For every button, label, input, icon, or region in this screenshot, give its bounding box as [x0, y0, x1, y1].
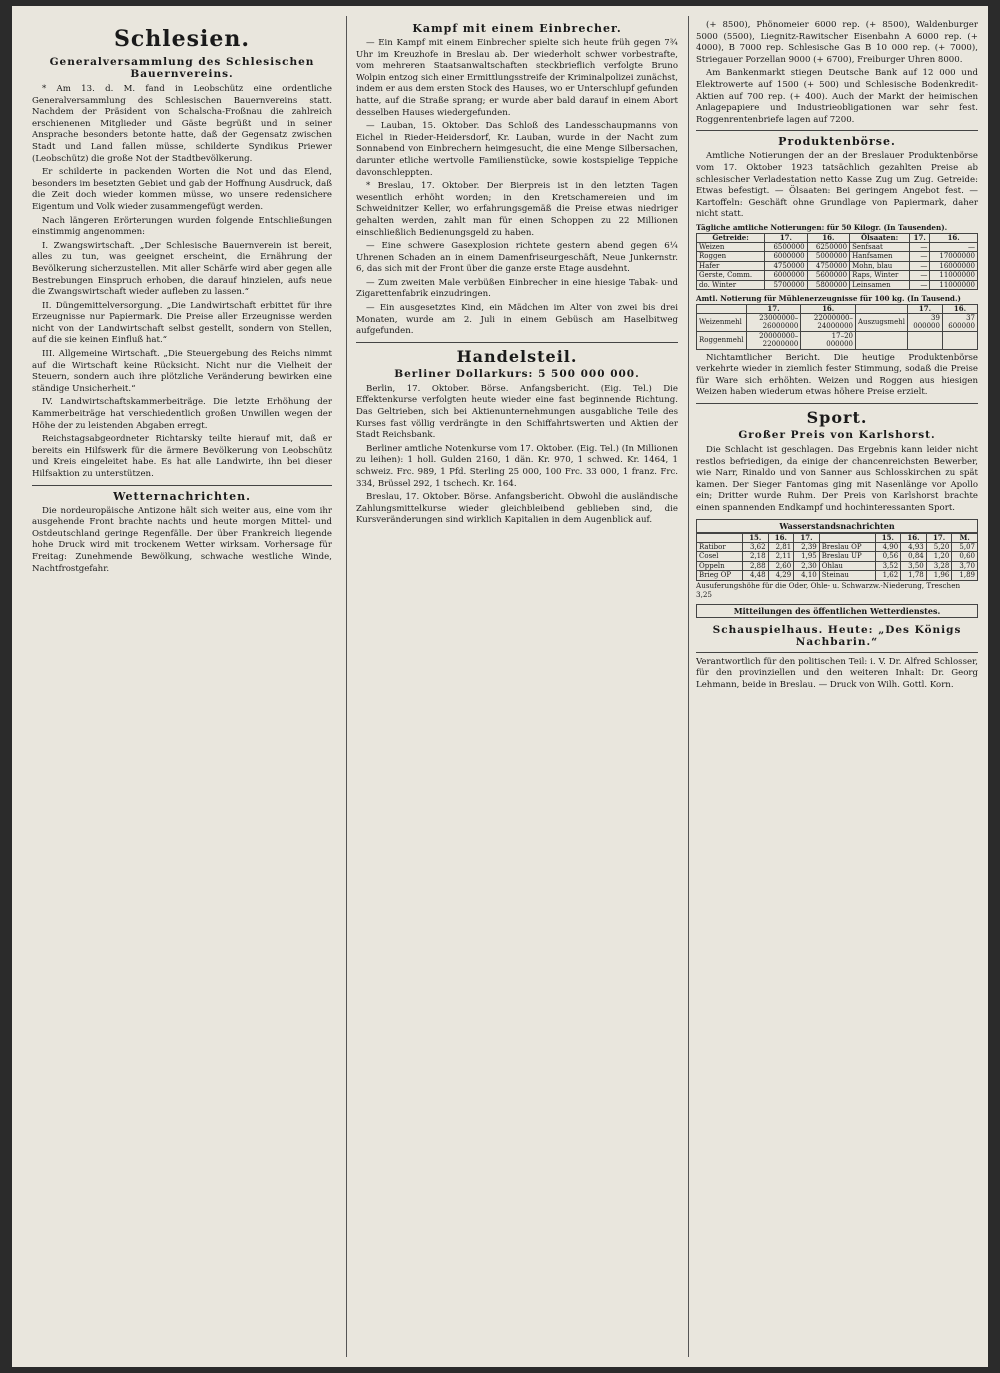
cell: 4,90 — [875, 542, 901, 551]
table-header: 15. — [875, 533, 901, 542]
cell: 1,62 — [875, 571, 901, 580]
paragraph: * Am 13. d. M. fand in Leobschütz eine ordentliche Generalversammlung des Schlesischen Bauernvereins statt. Nachdem der Präsident von Schalscha-Froßnau die zahlreich erschienenen Mitglieder und Gäste begrüßt und in seiner Ansprache besonders betonte hatte, daß der Gegensatz zwischen Stadt und Land fallen müsse, schilderte Syndikus Priewer (Leobschütz) die große Not der Stadtbevölkerung. — [32, 84, 332, 164]
cell: 4750000 — [765, 261, 807, 270]
table-row — [697, 552, 978, 561]
table-header: 16. — [801, 304, 856, 313]
table-header: 17. — [907, 304, 942, 313]
cell: 16000000 — [930, 261, 978, 270]
table-header: 17. — [794, 533, 820, 542]
theater-line: Schauspielhaus. Heute: „Des Königs Nachbarin.“ — [712, 623, 962, 648]
cell: 4750000 — [807, 261, 849, 270]
cell: 3,50 — [901, 561, 927, 570]
cell: Senfsaat — [850, 242, 910, 251]
table-row — [697, 280, 978, 289]
dollar-rate: Berliner Dollarkurs: 5 500 000 000. — [394, 367, 640, 380]
paragraph: — Eine schwere Gasexplosion richtete gestern abend gegen 6¼ Uhrenen Schaden an in einem Damenfriseurgeschäft, Neue Junkernstr. 6, das sich mit der Front über die ganze erste Etage ausdehnt. — [356, 241, 678, 275]
weather-text: Die nordeuropäische Antizone hält sich weiter aus, eine vom ihr ausgehende Front brachte nachts und heute morgen Mittel- und Ostdeutschland geringe Regenfälle. Der über Frankreich liegende hohe Druck wird mit trockenem Wetter wirksam. Vorhersage für Freitag: Zunehmende Bewölkung, schwache westliche Winde, Nachtfrostgefahr. — [32, 505, 332, 574]
paragraph: Berlin, 17. Oktober. Börse. Anfangsbericht. (Eig. Tel.) Die Effektenkurse verfolgten heute wieder eine fast beginnende Richtung. Das Geltrieben, sich bei Aktienunternehmungen ausgabliche Teile des Kurses fast völlig verdrängte in den Schiffahrtswerten und Aktien der Stadt Reichsbank. — [356, 383, 678, 441]
paragraph: — Ein Kampf mit einem Einbrecher spielte sich heute früh gegen 7¾ Uhr im Kreuzhofe in Breslau ab. Der wiederholt schwer vorbestrafte, vom mehreren Staatsanwaltschaften steckbrieflich verfolgte Bruno Wolpin entzog sich einer Ermittlungsstreife der Kriminalpolizei zunächst, indem er aus dem ersten Stock des Hauses, wo er Unterschlupf gefunden hatte, auf die Straße sprang; er wurde aber bald darauf in einem Abort desselben Hauses wiedergefunden. — [356, 38, 678, 118]
cell: 5600000 — [807, 271, 849, 280]
cell: 6250000 — [807, 242, 849, 251]
table-row — [697, 261, 978, 270]
paragraph: — Lauban, 15. Oktober. Das Schloß des Landesschaupmanns von Eichel in Rieder-Heidersdorf, Kr. Lauban, wurde in der Nacht zum Sonnabend von Einbrechern heimgesucht, die eine Menge Silbersachen, darunter etliche wertvolle Familienstücke, sowie kostspielige Teppiche davonschleppten. — [356, 121, 678, 178]
table-header: 16. — [930, 233, 978, 242]
table-row — [697, 561, 978, 570]
cell: Hafer — [697, 261, 765, 270]
cell: 2,18 — [743, 552, 769, 561]
cell: 0,84 — [901, 552, 927, 561]
cell: 5,07 — [952, 542, 978, 551]
column-rule — [346, 16, 347, 1357]
cell: 11000000 — [930, 271, 978, 280]
cell: 3,52 — [875, 561, 901, 570]
cell — [907, 331, 942, 349]
cell — [942, 331, 977, 349]
section-title: Handelsteil. — [456, 346, 578, 366]
table-header: Ölsaaten: — [850, 233, 910, 242]
table-caption: Wasserstandsnachrichten — [696, 519, 978, 533]
cell: — — [910, 280, 930, 289]
table-header — [697, 304, 747, 313]
paragraph: Amtliche Notierungen der an der Breslauer Produktenbörse vom 17. Oktober 1923 tatsächlich gezahlten Preise ab schlesischer Verladestation netto Kasse Zug um Zug. Getreide: Etwas befestigt. — Ölsaaten: Bei geringem Angebot fest. — Kartoffeln: Geschäft ohne Grundlage von Papiermark, daher nicht statt. — [696, 151, 978, 220]
table-caption: Mitteilungen des öffentlichen Wetterdienstes. — [696, 604, 978, 618]
paragraph: Breslau, 17. Oktober. Börse. Anfangsbericht. Obwohl die ausländische Zahlungsmittelkurse wieder gleichbleibend geblieben sind, die Kursveränderungen sind wirklich Kapitalien in dem Augenblick auf. — [356, 492, 678, 526]
cell: 4,93 — [901, 542, 927, 551]
cell: 6000000 — [765, 271, 807, 280]
cell: 23000000–26000000 — [746, 313, 801, 331]
divider — [696, 130, 978, 131]
table-header: 17. — [910, 233, 930, 242]
cell: 5000000 — [807, 252, 849, 261]
cell: Steinau — [819, 571, 875, 580]
paragraph: II. Düngemittelversorgung. „Die Landwirtschaft erbittet für ihre Erzeugnisse nur Papiermark. Die Preise aller Erzeugnisse werden nicht von der Landwirtschaft selbst gestellt, sondern von Stellen, auf die sie keinen Einfluß hat.“ — [32, 300, 332, 346]
paragraph: Die Schlacht ist geschlagen. Das Ergebnis kann leider nicht restlos befriedigen, da einige der chancenreichsten Bewerber, wie Narr, Rinaldo und von Sanner aus Schlosskirchen zu spät kamen. Der Sieger Fantomas ging mit Nasenlänge vor Apollo ein; Dritter wurde Ruhm. Der Preis von Karlshorst brachte einen spannenden Endkampf und hochinteressanten Sport. — [696, 444, 978, 513]
cell: Weizen — [697, 242, 765, 251]
cell: 1,95 — [794, 552, 820, 561]
paragraph: — Ein ausgesetztes Kind, ein Mädchen im Alter von zwei bis drei Monaten, wurde am 2. Juli in einem Gebüsch am Haselbitweg aufgefunden. — [356, 303, 678, 337]
cell: 2,81 — [768, 542, 794, 551]
cell: Raps, Winter — [850, 271, 910, 280]
divider — [696, 403, 978, 404]
cell: Ohlau — [819, 561, 875, 570]
imprint: Verantwortlich für den politischen Teil: i. V. Dr. Alfred Schlosser, für den provinziellen und den weiteren Inhalt: Dr. Georg Lehmann, beide in Breslau. — Druck von Wilh. Gottl. Korn. — [696, 656, 978, 690]
article-title: Kampf mit einem Einbrecher. — [412, 22, 622, 35]
cell: 4,48 — [743, 571, 769, 580]
cell: 4,29 — [768, 571, 794, 580]
cell: Roggenmehl — [697, 331, 747, 349]
cell: Weizenmehl — [697, 313, 747, 331]
cell: Hanfsamen — [850, 252, 910, 261]
column-2 — [356, 20, 678, 1359]
cell: 5700000 — [765, 280, 807, 289]
cell: 22000000–24000000 — [801, 313, 856, 331]
table-header — [697, 533, 743, 542]
cell: Gerste, Comm. — [697, 271, 765, 280]
table-row — [697, 571, 978, 580]
table-header: M. — [952, 533, 978, 542]
water-level-table — [696, 533, 978, 581]
table-header: 16. — [942, 304, 977, 313]
cell: 1,96 — [926, 571, 952, 580]
flour-table — [696, 304, 978, 350]
cell: 6500000 — [765, 242, 807, 251]
table-caption: Tägliche amtliche Notierungen: für 50 Kilogr. (In Tausenden). — [696, 222, 948, 232]
cell: 5,20 — [926, 542, 952, 551]
table-header: 17. — [765, 233, 807, 242]
table-header: 17. — [746, 304, 801, 313]
paragraph: Nichtamtlicher Bericht. Die heutige Produktenbörse verkehrte wieder in ziemlich fester Stimmung, sodaß die Preise für Ware sich erhöhten. Weizen und Roggen aus hiesigen Weizen haben wiederum etwas höhere Preise erzielt. — [696, 352, 978, 398]
cell: Breslau UP — [819, 552, 875, 561]
cell: Breslau OP — [819, 542, 875, 551]
cell: Oppeln — [697, 561, 743, 570]
table-header — [819, 533, 875, 542]
cell: 0,56 — [875, 552, 901, 561]
weather-title: Wetternachrichten. — [113, 489, 251, 503]
cell: 6000000 — [765, 252, 807, 261]
table-header: 16. — [807, 233, 849, 242]
cell: — — [910, 261, 930, 270]
cell: 2,88 — [743, 561, 769, 570]
cell: 17000000 — [930, 252, 978, 261]
paragraph: Am Bankenmarkt stiegen Deutsche Bank auf 12 000 und Elektrowerte auf 1500 (+ 500) und Schlesische Bodenkredit-Aktien auf 700 rep. (+ 400). Auch der Markt der heimischen Anlagepapiere und Industrieobligationen war sehr fest. Roggenrentenbriefe lagen auf 7200. — [696, 68, 978, 125]
cell: 17–20 000000 — [801, 331, 856, 349]
cell — [856, 331, 908, 349]
table-row — [697, 271, 978, 280]
newspaper-page — [12, 6, 988, 1367]
section-title: Schlesien. — [113, 26, 251, 52]
article-title: Generalversammlung des Schlesischen Bauernvereins. — [49, 56, 315, 80]
cell: 2,11 — [768, 552, 794, 561]
price-table — [696, 233, 978, 290]
section-title: Sport. — [806, 407, 868, 427]
cell: — — [910, 242, 930, 251]
cell: 37 600000 — [942, 313, 977, 331]
paragraph: (+ 8500), Phönomeier 6000 rep. (+ 8500), Waldenburger 5000 (5500), Liegnitz-Rawitscher Eisenbahn A 6000 rep. (+ 4000), B 7000 rep. Schlesische Gas B 10 000 rep. (+ 7000), Striegauer Porzellan 9000 (+ 6700), Freiburger Uhren 8000. — [696, 20, 978, 65]
section-title: Produktenbörse. — [778, 135, 896, 149]
table-header: Getreide: — [697, 233, 765, 242]
cell: 2,39 — [794, 542, 820, 551]
cell: 2,30 — [794, 561, 820, 570]
cell: do. Winter — [697, 280, 765, 289]
cell: 5800000 — [807, 280, 849, 289]
cell: 3,62 — [743, 542, 769, 551]
cell: Roggen — [697, 252, 765, 261]
article-title: Großer Preis von Karlshorst. — [738, 428, 936, 441]
table-caption: Amtl. Notierung für Mühlenerzeugnisse für 100 kg. (In Tausend.) — [696, 293, 961, 303]
cell: 0,60 — [952, 552, 978, 561]
divider — [356, 342, 678, 343]
table-row — [697, 331, 978, 349]
cell: 1,20 — [926, 552, 952, 561]
table-row — [697, 313, 978, 331]
table-header: 17. — [926, 533, 952, 542]
table-row — [697, 542, 978, 551]
cell: 1,78 — [901, 571, 927, 580]
divider — [696, 652, 978, 653]
divider — [32, 485, 332, 486]
cell: 4,10 — [794, 571, 820, 580]
cell: — — [910, 252, 930, 261]
cell: Cosel — [697, 552, 743, 561]
cell: 3,28 — [926, 561, 952, 570]
table-header: 15. — [743, 533, 769, 542]
paragraph: Reichstagsabgeordneter Richtarsky teilte hierauf mit, daß er bereits ein Hilfswerk für die ärmere Bevölkerung von Leobschütz und Kreis eingeleitet habe. Es hat alle Landwirte, ihn bei dieser Hilfsaktion zu unterstützen. — [32, 434, 332, 479]
table-row — [697, 242, 978, 251]
cell: Brieg OP — [697, 571, 743, 580]
paragraph: * Breslau, 17. Oktober. Der Bierpreis ist in den letzten Tagen wesentlich erhöht worden; in den Kretschamereien und im Schweidnitzer Keller, wo erfahrungsgemäß die Preise etwas niedriger gehalten werden, zahlt man für einen Schoppen zu 22 Millionen einschließlich Bedienungsgeld zu haben. — [356, 181, 678, 238]
column-1 — [32, 20, 332, 1359]
table-header: 16. — [768, 533, 794, 542]
cell: 11000000 — [930, 280, 978, 289]
cell: 3,70 — [952, 561, 978, 570]
paragraph: Berliner amtliche Notenkurse vom 17. Oktober. (Eig. Tel.) (In Millionen zu leihen): 1 holl. Gulden 2160, 1 dän. Kr. 970, 1 schwed. Kr. 1464, 1 schweiz. Frc. 989, 1 Pfd. Sterling 25 000, 100 Frc. 33 000, 1 franz. Frc. 334, Brüssel 292, 1 tschech. Kr. 164. — [356, 443, 678, 489]
table-header — [856, 304, 908, 313]
cell: 20000000–22000000 — [746, 331, 801, 349]
table-header: 16. — [901, 533, 927, 542]
cell: Ratibor — [697, 542, 743, 551]
cell: — — [910, 271, 930, 280]
cell: 2,60 — [768, 561, 794, 570]
cell: 39 000000 — [907, 313, 942, 331]
cell: Leinsamen — [850, 280, 910, 289]
paragraph: III. Allgemeine Wirtschaft. „Die Steuergebung des Reichs nimmt auf die Wirtschaft keine Rücksicht. Nicht nur die Vielheit der Steuern, sondern auch ihre plötzliche Veränderung bewirken eine ständige Unsicherheit.“ — [32, 349, 332, 394]
column-rule — [688, 16, 689, 1357]
paragraph: IV. Landwirtschaftskammerbeiträge. Die letzte Erhöhung der Kammerbeiträge hat verschiedentlich großen Unwillen wegen der Höhe der zu leistenden Abgaben erregt. — [32, 397, 332, 431]
table-row — [697, 252, 978, 261]
paragraph: Er schilderte in packenden Worten die Not und das Elend, besonders im besetzten Gebiet und gab der Hoffnung Ausdruck, daß die Zeit doch wieder kommen müsse, wo unsere redensichere Eigentum und Volk wieder zusammengefügt werden. — [32, 167, 332, 212]
cell: — — [930, 242, 978, 251]
column-3 — [696, 20, 978, 1359]
cell: Mohn, blau — [850, 261, 910, 270]
paragraph: — Zum zweiten Male verbüßen Einbrecher in eine hiesige Tabak- und Zigarettenfabrik einzudringen. — [356, 277, 678, 300]
cell: 1,89 — [952, 571, 978, 580]
paragraph: Nach längeren Erörterungen wurden folgende Entschließungen einstimmig angenommen: — [32, 215, 332, 238]
paragraph: I. Zwangswirtschaft. „Der Schlesische Bauernverein ist bereit, alles zu tun, was geeignet erscheint, die Ernährung der Bevölkerung sicherzustellen. Mit aller Schärfe wird aber gegen alle Bestrebungen Einspruch erhoben, die darauf hinzielen, aufs neue die Zwangswirtschaft wieder aufleben zu lassen.“ — [32, 240, 332, 298]
cell: Auszugsmehl — [856, 313, 908, 331]
table-note: Ausuferungshöhe für die Oder, Ohle- u. Schwarzw.-Niederung, Treschen 3,25 — [696, 580, 961, 600]
